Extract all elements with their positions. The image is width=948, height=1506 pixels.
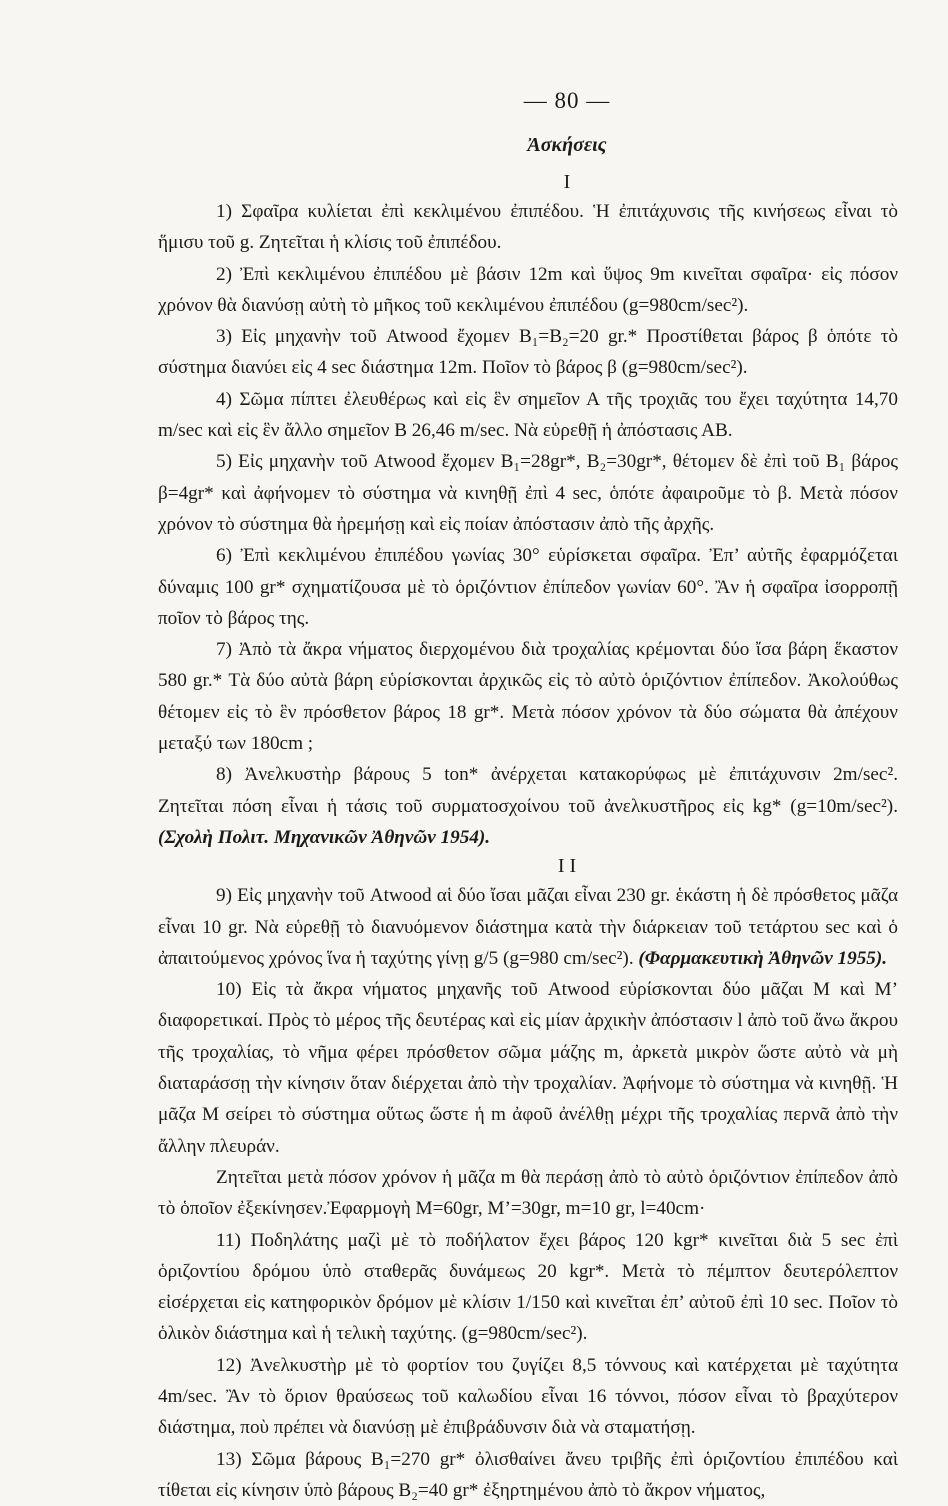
exercise-8-text: 8) Ἀνελκυστὴρ βάρους 5 ton* ἀνέρχεται κατακορύφως μὲ ἐπιτάχυνσιν 2m/sec². Ζητεῖται πόση εἶναι ἡ τάσις τοῦ συρματοσχοίνου τοῦ ἀνελκυστῆρος εἰς kg* (g=10m/sec²). — [158, 764, 898, 817]
exercise-10: 10) Εἰς τὰ ἄκρα νήματος μηχανῆς τοῦ Atwood εὑρίσκονται δύο μᾶζαι Μ καὶ Μ’ διαφορετικαί. Πρὸς τὸ μέρος τῆς δευτέρας καὶ εἰς μίαν ἀρχικὴν ἀπόστασιν l ἀπὸ τοῦ ἄνω ἄκρου τῆς τροχαλίας, τὸ νῆμα φέρει πρόσθετον σῶμα μάζης m, ἀρκετὰ μικρὸν ὥστε αὐτὸ νὰ μὴ διαταράσσῃ τὴν κίνησιν ὅταν διέρχεται ἀπὸ τὴν τροχαλίαν. Ἀφήνομε τὸ σύστημα νὰ κινηθῇ. Ἡ μᾶζα Μ σείρει τὸ σύστημα οὕτως ὥστε ἡ m ἀφοῦ ἀνέλθῃ μέχρι τῆς τροχαλίας περνᾶ ἀπὸ τὴν ἄλλην πλευράν. — [158, 979, 898, 1157]
exercise-1: 1) Σφαῖρα κυλίεται ἐπὶ κεκλιμένου ἐπιπέδου. Ἡ ἐπιτάχυνσις τῆς κινήσεως εἶναι τὸ ἥμισυ τοῦ g. Ζητεῖται ἡ κλίσις τοῦ ἐπιπέδου. — [158, 201, 898, 254]
exercise-11: 11) Ποδηλάτης μαζὶ μὲ τὸ ποδήλατον ἔχει βάρος 120 kgr* κινεῖται διὰ 5 sec ἐπὶ ὁριζοντίου δρόμου ὑπὸ σταθερᾶς δυνάμεως 20 kgr*. Μετὰ τὸ πέμπτον δευτερόλεπτον εἰσέρχεται εἰς κατηφορικὸν δρόμον μὲ κλίσιν 1/150 καὶ κινεῖται ἐπ’ αὐτοῦ ἐπὶ 10 sec. Ποῖον τὸ ὁλικὸν διάστημα καὶ ἡ τελικὴ ταχύτης. (g=980cm/sec²). — [158, 1229, 898, 1345]
exercise-9 — [158, 880, 898, 974]
exercise-6: 6) Ἐπὶ κεκλιμένου ἐπιπέδου γωνίας 30° εὑρίσκεται σφαῖρα. Ἐπ’ αὐτῆς ἐφαρμόζεται δύναμις 100 gr* σχηματίζουσα μὲ τὸ ὁριζόντιον ἐπίπεδον γωνίαν 60°. Ἂν ἡ σφαῖρα ἰσορροπῇ ποῖον τὸ βάρος της. — [158, 545, 898, 629]
exercise-4: 4) Σῶμα πίπτει ἐλευθέρως καὶ εἰς ἓν σημεῖον Α τῆς τροχιᾶς του ἔχει ταχύτητα 14,70 m/sec καὶ εἰς ἓν ἄλλο σημεῖον Β 26,46 m/sec. Νὰ εὑρεθῇ ἡ ἀπόστασις ΑΒ. — [158, 388, 898, 442]
exercise-5: 5) Εἰς μηχανὴν τοῦ Atwood ἔχομεν Β₁=28gr*, Β₂=30gr*, θέτομεν δὲ ἐπὶ τοῦ Β₁ βάρος β=4gr* καὶ ἀφήνομεν τὸ σύστημα νὰ κινηθῇ ἐπὶ 4 sec, ὁπότε ἀφαιροῦμε τὸ β. Μετὰ πόσον χρόνον τὸ σύστημα θὰ ἠρεμήσῃ καὶ εἰς ποίαν ἀπόστασιν ἀπὸ τῆς ἀρχῆς. — [158, 451, 898, 535]
exercise-9-citation: (Φαρμακευτικὴ Ἀθηνῶν 1955). — [638, 947, 888, 969]
section-title: Ἀσκήσεις — [527, 134, 607, 156]
page-number: — 80 — — [523, 88, 611, 113]
exercise-12: 12) Ἀνελκυστὴρ μὲ τὸ φορτίον του ζυγίζει 8,5 τόννους καὶ κατέρχεται μὲ ταχύτητα 4m/sec. Ἂν τὸ ὅριον θραύσεως τοῦ καλωδίου εἶναι 16 τόννοι, πόσον εἶναι τὸ βραχύτερον διάστημα, ποὺ πρέπει νὰ διανύσῃ μὲ ἐπιβράδυνσιν διὰ νὰ σταματήσῃ. — [158, 1354, 898, 1439]
exercise-8 — [158, 759, 898, 853]
part-label-1: I — [563, 171, 571, 193]
exercise-13: 13) Σῶμα βάρους Β₁=270 gr* ὀλισθαίνει ἄνευ τριβῆς ἐπὶ ὁριζοντίου ἐπιπέδου καὶ τίθεται εἰς κίνησιν ὑπὸ βάρους Β₂=40 gr* ἐξηρτημένου ἀπὸ τὸ ἄκρον νήματος, — [158, 1448, 898, 1501]
exercise-10-continuation: Ζητεῖται μετὰ πόσον χρόνον ἡ μᾶζα m θὰ περάσῃ ἀπὸ τὸ αὐτὸ ὁριζόντιον ἐπίπεδον ἀπὸ τὸ ὁποῖον ἐξεκίνησεν.Ἐφαρμογὴ Μ=60gr, Μ’=30gr, m=10 gr, l=40cm· — [158, 1166, 898, 1220]
exercise-3: 3) Εἰς μηχανὴν τοῦ Atwood ἔχομεν Β₁=Β₂=20 gr.* Προστίθεται βάρος β ὁπότε τὸ σύστημα διανύει εἰς 4 sec διάστημα 12m. Ποῖον τὸ βάρος β (g=980cm/sec²). — [158, 326, 898, 379]
exercise-2: 2) Ἐπὶ κεκλιμένου ἐπιπέδου μὲ βάσιν 12m καὶ ὕψος 9m κινεῖται σφαῖρα· εἰς πόσον χρόνον θὰ διανύσῃ αὐτὴ τὸ μῆκος τοῦ κεκλιμένου ἐπιπέδου (g=980cm/sec²). — [158, 263, 898, 316]
exercise-8-citation: (Σχολὴ Πολιτ. Μηχανικῶν Ἀθηνῶν 1954). — [158, 826, 491, 848]
exercise-9-text: 9) Εἰς μηχανὴν τοῦ Atwood αἱ δύο ἴσαι μᾶζαι εἶναι 230 gr. ἑκάστη ἡ δὲ πρόσθετος μᾶζα εἶναι 10 gr. Νὰ εὑρεθῇ τὸ διανυόμενον διάστημα κατὰ τὴν διάρκειαν τοῦ τετάρτου sec καὶ ὁ ἀπαιτούμενος χρόνος ἵνα ἡ ταχύτης γίνῃ g/5 (g=980 cm/sec²). — [158, 885, 898, 969]
part-label-2: I I — [557, 855, 577, 878]
exercise-7: 7) Ἀπὸ τὰ ἄκρα νήματος διερχομένου διὰ τροχαλίας κρέμονται δύο ἴσα βάρη ἕκαστον 580 gr.* Τὰ δύο αὐτὰ βάρη εὑρίσκονται ἀρχικῶς εἰς τὸ αὐτὸ ὁριζόντιον ἐπίπεδον. Ἀκολούθως θέτομεν εἰς τὸ ἓν πρόσθετον βάρος 18 gr*. Μετὰ πόσον χρόνον τὰ δύο σώματα θὰ ἀπέχουν μεταξύ των 180cm ; — [158, 639, 898, 755]
